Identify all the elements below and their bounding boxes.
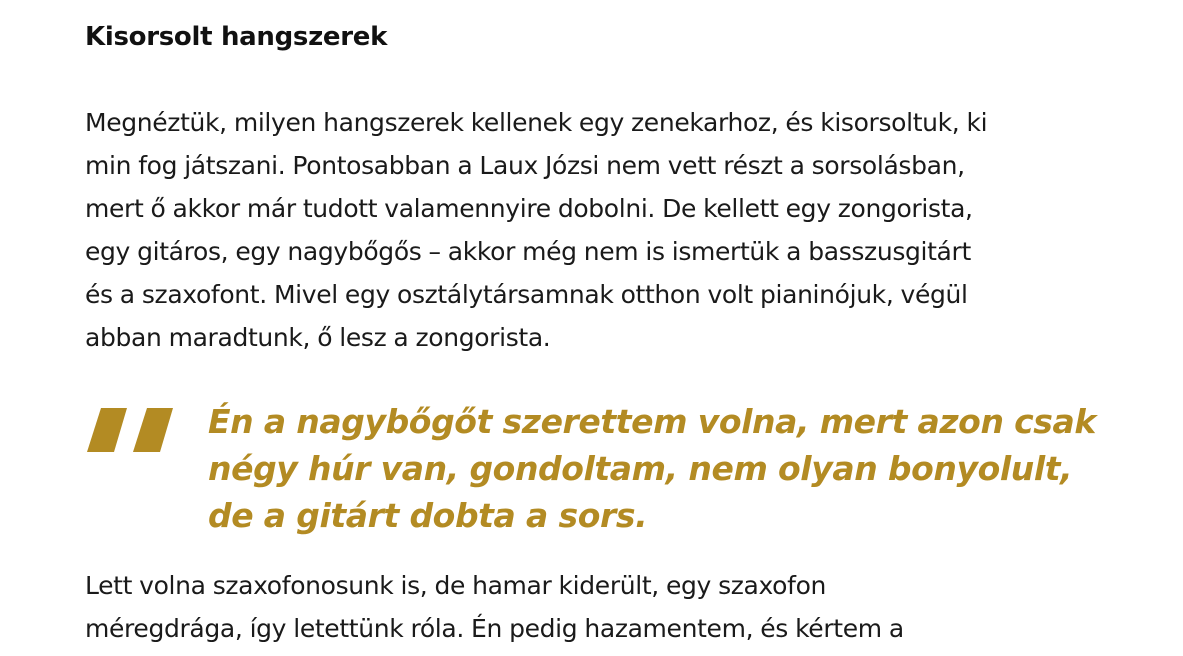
pullquote xyxy=(85,396,1125,546)
paragraph-1 xyxy=(85,101,1120,359)
paragraph-1-line: min fog játszani. Pontosabban a Laux Józsi nem vett részt a sorsolásban, xyxy=(85,151,965,180)
pullquote-text xyxy=(208,398,1128,539)
quote-mark-right xyxy=(133,408,173,452)
paragraph-1-line: Megnéztük, milyen hangszerek kellenek egy zenekarhoz, és kisorsoltuk, ki xyxy=(85,108,988,137)
pullquote-line: Én a nagybőgőt szerettem volna, mert azon csak xyxy=(208,402,1096,441)
paragraph-1-line: egy gitáros, egy nagybőgős – akkor még nem is ismertük a basszusgitárt xyxy=(85,237,971,266)
pullquote-line: de a gitárt dobta a sors. xyxy=(208,496,648,535)
paragraph-1-line: abban maradtunk, ő lesz a zongorista. xyxy=(85,323,551,352)
quote-mark-icon xyxy=(87,408,173,452)
pullquote-line: négy húr van, gondoltam, nem olyan bonyolult, xyxy=(208,449,1073,488)
paragraph-1-line: mert ő akkor már tudott valamennyire dobolni. De kellett egy zongorista, xyxy=(85,194,973,223)
section-heading: Kisorsolt hangszerek xyxy=(85,22,388,52)
quote-mark-left xyxy=(87,408,127,452)
paragraph-2-line: méregdrága, így letettünk róla. Én pedig hazamentem, és kértem a xyxy=(85,614,904,643)
paragraph-1-line: és a szaxofont. Mivel egy osztálytársamnak otthon volt pianinójuk, végül xyxy=(85,280,968,309)
paragraph-2 xyxy=(85,564,1120,650)
paragraph-2-line: Lett volna szaxofonosunk is, de hamar kiderült, egy szaxofon xyxy=(85,571,827,600)
